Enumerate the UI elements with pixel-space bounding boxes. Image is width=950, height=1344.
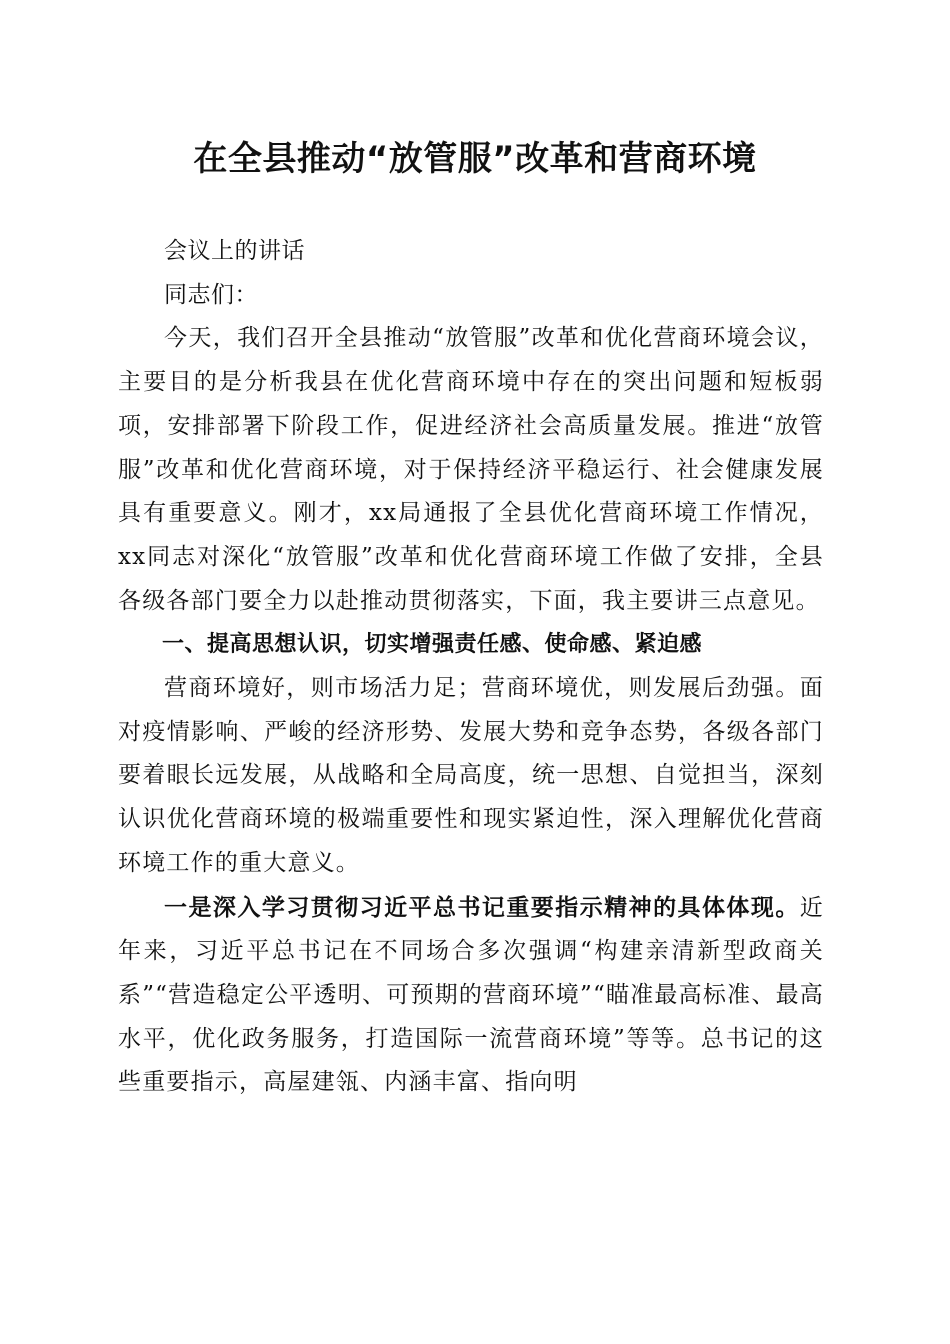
document-subtitle: 会议上的讲话 — [164, 238, 305, 264]
section-one-paragraph: 营商环境好，则市场活力足；营商环境优，则发展后劲强。面对疫情影响、严峻的经济形势、发展大势和竞争态势，各级各部门要着眼长远发展，从战略和全局高度，统一思想、自觉担当，深刻认识优化营商环境的极端重要性和现实紧迫性，深入理解优化营商环境工作的重大意义。 — [118, 675, 824, 876]
point-one-paragraph — [118, 886, 824, 1106]
point-one-body: 近年来，习近平总书记在不同场合多次强调“构建亲清新型政商关系”“营造稳定公平透明、可预期的营商环境”“瞄准最高标准、最高水平，优化政务服务，打造国际一流营商环境”等等。总书记的这些重要指示，高屋建瓴、内涵丰富、指向明 — [118, 894, 824, 1096]
point-one-lead: 一是深入学习贯彻习近平总书记重要指示精神的具体体现。 — [164, 893, 800, 921]
salutation: 同志们： — [164, 281, 258, 308]
section-heading-one: 一、提高思想认识，切实增强责任感、使命感、紧迫感 — [162, 632, 703, 658]
intro-paragraph: 今天，我们召开全县推动“放管服”改革和优化营商环境会议，主要目的是分析我县在优化营商环境中存在的突出问题和短板弱项，安排部署下阶段工作，促进经济社会高质量发展。推进“放管服”改革和优化营商环境，对于保持经济平稳运行、社会健康发展具有重要意义。刚才，xx局通报了全县优化营商环境工作情况，xx同志对深化“放管服”改革和优化营商环境工作做了安排，全县各级各部门要全力以赴推动贯彻落实，下面，我主要讲三点意见。 — [118, 325, 824, 614]
document-title: 在全县推动“放管服”改革和营商环境 — [193, 139, 757, 179]
document-body — [118, 230, 824, 1105]
